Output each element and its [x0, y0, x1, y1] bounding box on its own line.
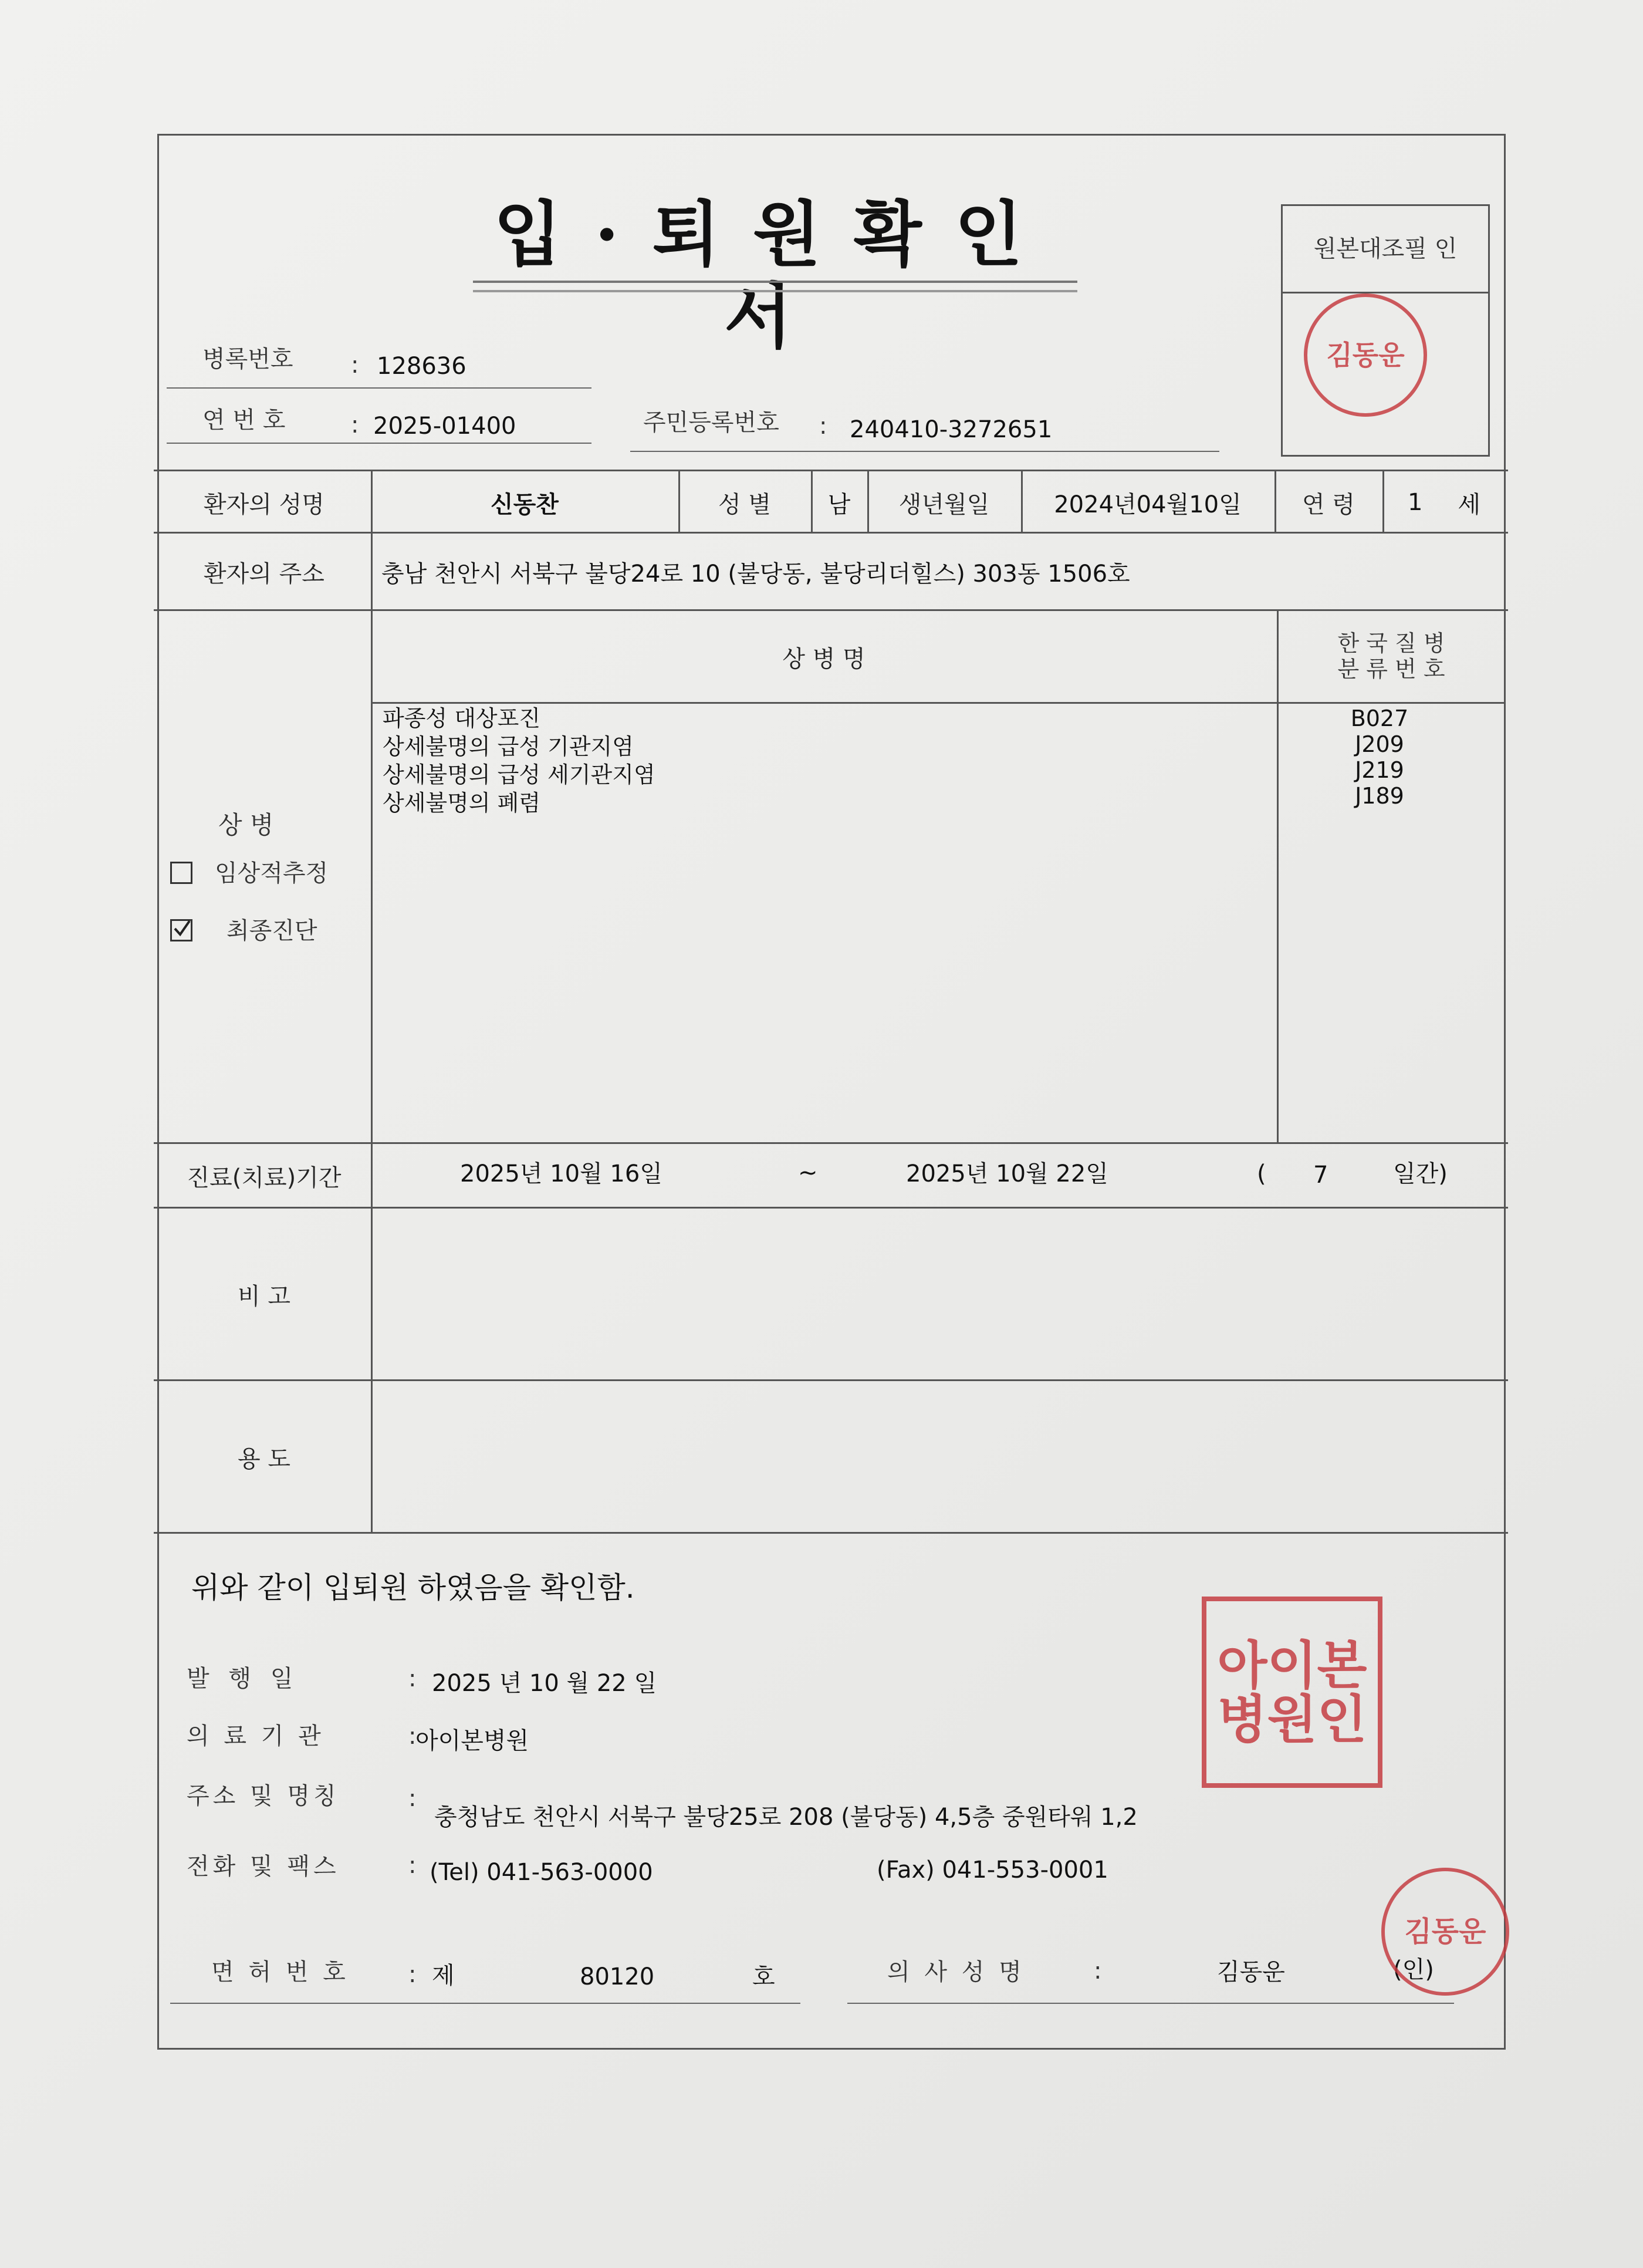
table-line	[154, 1207, 1508, 1209]
institution-address: 충청남도 천안시 서북구 불당25로 208 (불당동) 4,5층 중원타워 1,2	[434, 1804, 1138, 1831]
doctor-name-label: 의 사 성 명	[887, 1959, 1025, 1986]
diagnosis-code-header	[1277, 630, 1506, 682]
code-header-line-1: 한 국 질 병	[1337, 630, 1445, 656]
underline	[847, 2003, 1454, 2004]
license-suffix: 호	[752, 1963, 775, 1990]
period-days: 7	[1313, 1162, 1328, 1189]
check-icon	[172, 919, 192, 939]
colon: :	[819, 413, 827, 440]
diagnosis-code: J219	[1355, 757, 1404, 783]
title-underline	[473, 281, 1077, 283]
diagnosis-name-header: 상 병 명	[782, 645, 866, 673]
age-number: 1	[1407, 489, 1423, 516]
table-line	[154, 1379, 1508, 1381]
diagnosis-item: 상세불명의 급성 세기관지염	[383, 762, 655, 788]
diagnosis-item: 상세불명의 급성 기관지염	[383, 734, 634, 760]
resident-no-value: 240410-3272651	[850, 416, 1053, 443]
purpose-label: 용 도	[238, 1445, 290, 1473]
checkbox-clinical-estimate[interactable]	[170, 862, 192, 884]
table-line	[154, 609, 1508, 611]
table-line	[154, 532, 1508, 534]
patient-name: 신동찬	[491, 491, 559, 518]
doctor-seal-mark: (인)	[1393, 1956, 1434, 1983]
hospital-seal-stamp	[1202, 1597, 1382, 1788]
underline	[630, 451, 1219, 452]
sex-value: 남	[827, 491, 851, 518]
diagnosis-code: J189	[1355, 783, 1404, 809]
serial-no-label: 연 번 호	[202, 407, 286, 434]
underline	[170, 2003, 800, 2004]
colon: :	[351, 411, 359, 438]
dob-value: 2024년04월10일	[1054, 491, 1242, 518]
colon: :	[408, 1785, 417, 1812]
license-number: 80120	[580, 1963, 655, 1990]
period-days-suffix: 일간)	[1393, 1160, 1448, 1187]
doctor-seal-stamp	[1381, 1868, 1509, 1996]
period-start: 2025년 10월 16일	[460, 1160, 662, 1187]
diagnosis-section-label: 상 병	[218, 811, 274, 839]
period-end: 2025년 10월 22일	[906, 1160, 1108, 1187]
colon: :	[1094, 1958, 1102, 1985]
doctor-name: 김동운	[1217, 1959, 1285, 1986]
hospital-seal-text: 아이본병원인	[1217, 1634, 1367, 1750]
patient-address-label: 환자의 주소	[204, 560, 324, 588]
diagnosis-code: B027	[1350, 706, 1409, 731]
underline	[167, 387, 591, 389]
colon: :	[408, 1723, 417, 1750]
diagnosis-item: 파종성 대상포진	[383, 706, 541, 731]
table-line	[154, 1532, 1508, 1534]
document-title: 입·퇴원확인서	[493, 193, 1056, 358]
license-label: 면 허 번 호	[211, 1959, 349, 1986]
verification-seal-stamp	[1304, 293, 1427, 417]
institution-fax: (Fax) 041-553-0001	[877, 1857, 1108, 1884]
address-name-label: 주소 및 명칭	[187, 1783, 340, 1810]
table-line	[1277, 609, 1279, 1142]
chart-no-value: 128636	[377, 353, 466, 380]
code-header-line-2: 분 류 번 호	[1337, 656, 1445, 682]
institution-name: 아이본병원	[415, 1727, 529, 1754]
institution-tel: (Tel) 041-563-0000	[430, 1859, 653, 1886]
colon: :	[351, 352, 359, 379]
seal-box-label: 원본대조필 인	[1283, 206, 1488, 293]
resident-no-label: 주민등록번호	[643, 409, 779, 436]
confirm-statement: 위와 같이 입퇴원 하였음을 확인함.	[191, 1571, 635, 1605]
phone-fax-label: 전화 및 팩스	[187, 1853, 340, 1880]
institution-label: 의 료 기 관	[187, 1723, 324, 1750]
colon: :	[408, 1852, 417, 1879]
checkbox-final-diagnosis[interactable]	[170, 919, 192, 941]
age-label: 연 령	[1302, 491, 1355, 518]
period-open-paren: (	[1257, 1160, 1266, 1187]
table-line	[154, 1142, 1508, 1144]
option-clinical-estimate: 임상적추정	[215, 860, 329, 887]
serial-no-value: 2025-01400	[373, 413, 516, 440]
table-line	[154, 470, 1508, 471]
verification-seal-text: 김동운	[1326, 339, 1405, 371]
doctor-seal-text: 김동운	[1404, 1915, 1486, 1948]
period-tilde: ~	[798, 1159, 818, 1186]
license-prefix: 제	[432, 1962, 455, 1989]
colon: :	[408, 1665, 417, 1692]
dob-label: 생년월일	[898, 491, 990, 518]
period-label: 진료(치료)기간	[187, 1164, 342, 1192]
table-line	[371, 702, 1506, 704]
colon: :	[408, 1961, 417, 1988]
title-underline-2	[473, 290, 1077, 292]
age-unit: 세	[1458, 491, 1481, 518]
chart-no-label: 병록번호	[202, 346, 293, 373]
patient-name-label: 환자의 성명	[204, 491, 324, 518]
sex-label: 성 별	[718, 491, 771, 518]
age-value	[1382, 473, 1506, 532]
issue-date: 2025 년 10 월 22 일	[432, 1670, 657, 1697]
diagnosis-item: 상세불명의 폐렴	[383, 790, 541, 816]
option-final-diagnosis: 최종진단	[226, 917, 317, 944]
patient-address: 충남 천안시 서북구 불당24로 10 (불당동, 불당리더힐스) 303동 1506호	[381, 560, 1130, 588]
remarks-label: 비 고	[238, 1283, 290, 1310]
diagnosis-code: J209	[1355, 731, 1404, 757]
underline	[167, 443, 591, 444]
issue-date-label: 발 행 일	[187, 1665, 299, 1692]
